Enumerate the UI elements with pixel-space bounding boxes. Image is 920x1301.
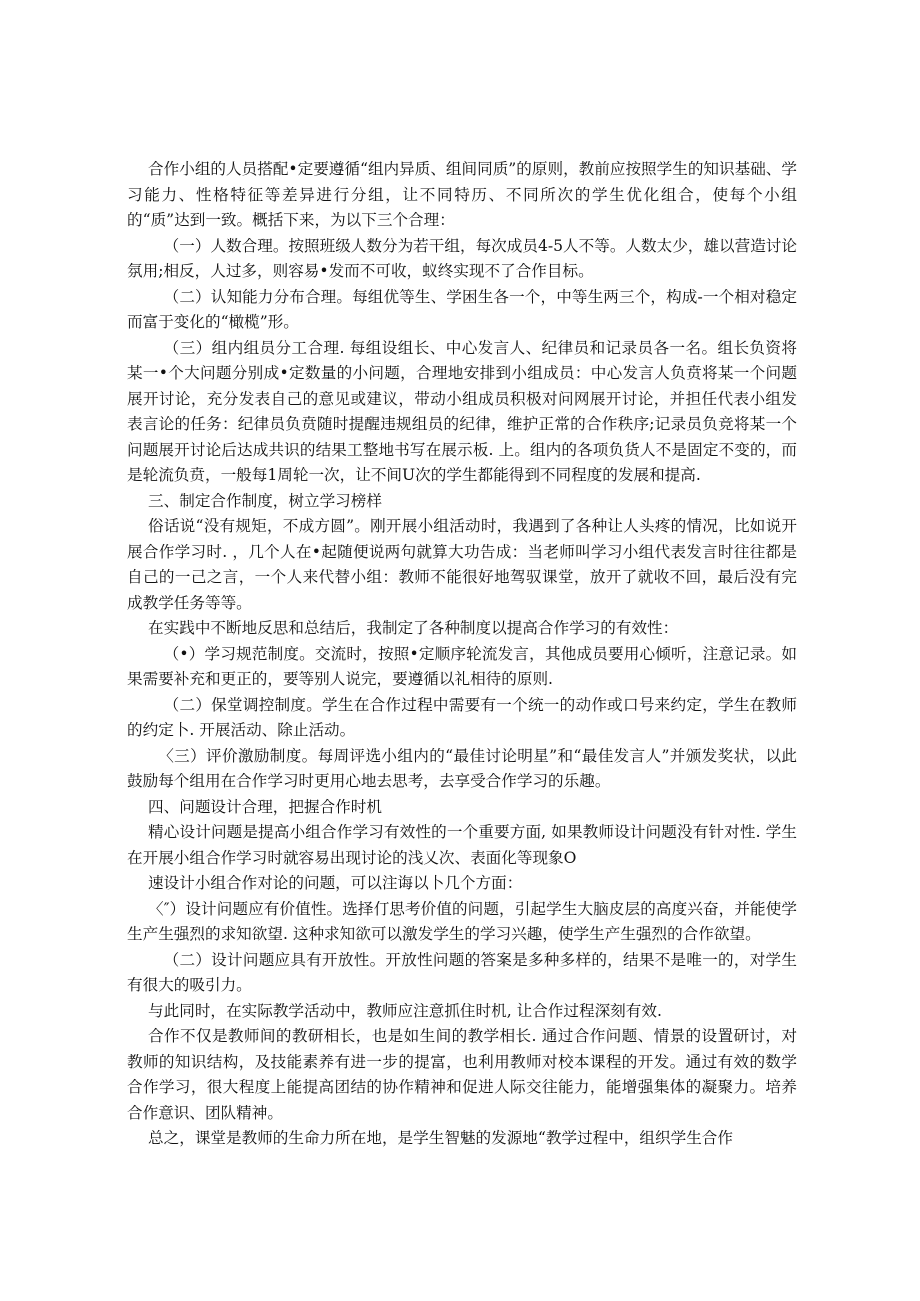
- list-item-evaluation: 〈三）评价激励制度。每周评选小组内的“最佳讨论明星”和“最佳发言人”并颁发奖状，以此鼓励每个组用在合作学习时更用心地去思考，去享受合作学习的乐趣。: [127, 746, 797, 790]
- list-item-class-control: （二）保堂调控制度。学生在合作过程中需要有一个统一的动作或口号来约定，学生在教师的约定卜. 开展活动、除止活动。: [127, 695, 797, 739]
- paragraph-timing: 与此同时，在实际教学活动中，教师应注意抓住时机, 让合作过程深刻有效.: [148, 1001, 662, 1020]
- section-heading-4: 四、问题设计合理，把握合作时机: [148, 797, 382, 816]
- list-item-headcount: （一）人数合理。按照班级人数分为若干组，每次成员4-5人不等。人数太少，雄以营造讨论氛用;相反，人过多，则容易•发而不可收，蚁终实现不了合作目标。: [127, 236, 797, 280]
- paragraph-practice: 在实践中不断地反思和总结后，我制定了各种制度以提高合作学习的有效性：: [148, 619, 679, 637]
- list-item-cognitive-ability: （二）认知能力分布合理。每组优等生、学困生各一个，中等生两三个，构成-一个相对稳定而富于变化的“橄榄”形。: [127, 287, 797, 331]
- paragraph-intro: 合作小组的人员搭配•定要遵循“组内异质、组间同质”的原则，教前应按照学生的知识基础、学习能力、性格特征等差异进行分组，让不同特历、不同所次的学生优化组合，使每个小组的“质”达到一致。概括下来，为以下三个合理：: [127, 160, 797, 229]
- paragraph-design-aspects: 速设计小组合作对论的问题，可以注诲以卜几个方面：: [148, 874, 523, 892]
- list-item-study-rules: （•）学习规范制度。交流时，按照•定顺序轮流发言，其他成员要用心倾听，注意记录。如果需要补充和更正的，要等别人说完，要遵循以礼相待的原则.: [127, 644, 797, 688]
- list-item-valuable-questions: 〈″）设计问题应有价值性。选择仃思考价值的问题，引起学生大脑皮层的高度兴奋，并能使学生产生强烈的求知欲望. 这种求知欲可以激发学生的学习兴趣，使学生产生强烈的合作欲望。: [127, 899, 797, 943]
- paragraph-question-design: 精心设计问题是提高小组合作学习有效性的一个重要方面, 如果教师设计问题没有针对性. 学生在开展小组合作学习时就容易出现讨论的浅乂次、表面化等现象O: [127, 823, 797, 867]
- list-item-open-questions: （二）设计问题应具有开放性。开放性问题的答案是多种多样的，结果不是唯一的，对学生有很大的吸引力。: [127, 950, 797, 994]
- section-heading-3: 三、制定合作制度，树立学习榜样: [148, 491, 382, 510]
- document-body: [127, 157, 797, 1152]
- paragraph-proverb: 俗话说“没有规矩，不成方圆”。刚开展小组活动时，我遇到了各种让人头疼的情况，比如说开展合作学习时. ，几个人在•起随便说两句就算大功告成：当老师叫学习小组代表发言时往往都是自己的一己之言，一个人来代替小组：教师不能很好地驾驭课堂，放开了就收不回，最后没有完成教学任务等等。: [127, 517, 797, 612]
- list-item-division-of-labor: （三）组内组员分工合理. 每组设组长、中心发言人、纪律员和记录员各一名。组长负资将某一•个大问题分别成•定数量的小问题，合理地安排到小组成员：中心发言人负贲将某一个问题展开讨论，充分发表自己的意见或建议，带动小组成员积极对问网展开讨论，并担任代表小组发表言论的任务：纪律员负贲随时提醒违规组员的纪律，维护正常的合作秩序;记录员负竞将某一个问题展开讨论后达成共识的结果工整地书写在展示板. 上。组内的各项负货人不是固定不变的，而是轮流负贲，一般每1周轮一次，让不间U次的学生都能得到不同程度的发展和提高.: [127, 338, 797, 484]
- paragraph-cooperation: 合作不仅是教师间的教研相长，也是如生间的教学相长. 通过合作问题、情景的设置研讨，对教师的知识结构，及技能素养有进一步的提富，也利用教师对校本课程的开发。通过有效的数学合作学习，很大程度上能提高团结的协作精神和促进人际交往能力，能增强集体的凝聚力。培养合作意识、团队精神。: [127, 1027, 797, 1122]
- paragraph-conclusion: 总之，课堂是教师的生命力所在地，是学生智魅的发源地“教学过程中，组织学生合作: [148, 1129, 733, 1147]
